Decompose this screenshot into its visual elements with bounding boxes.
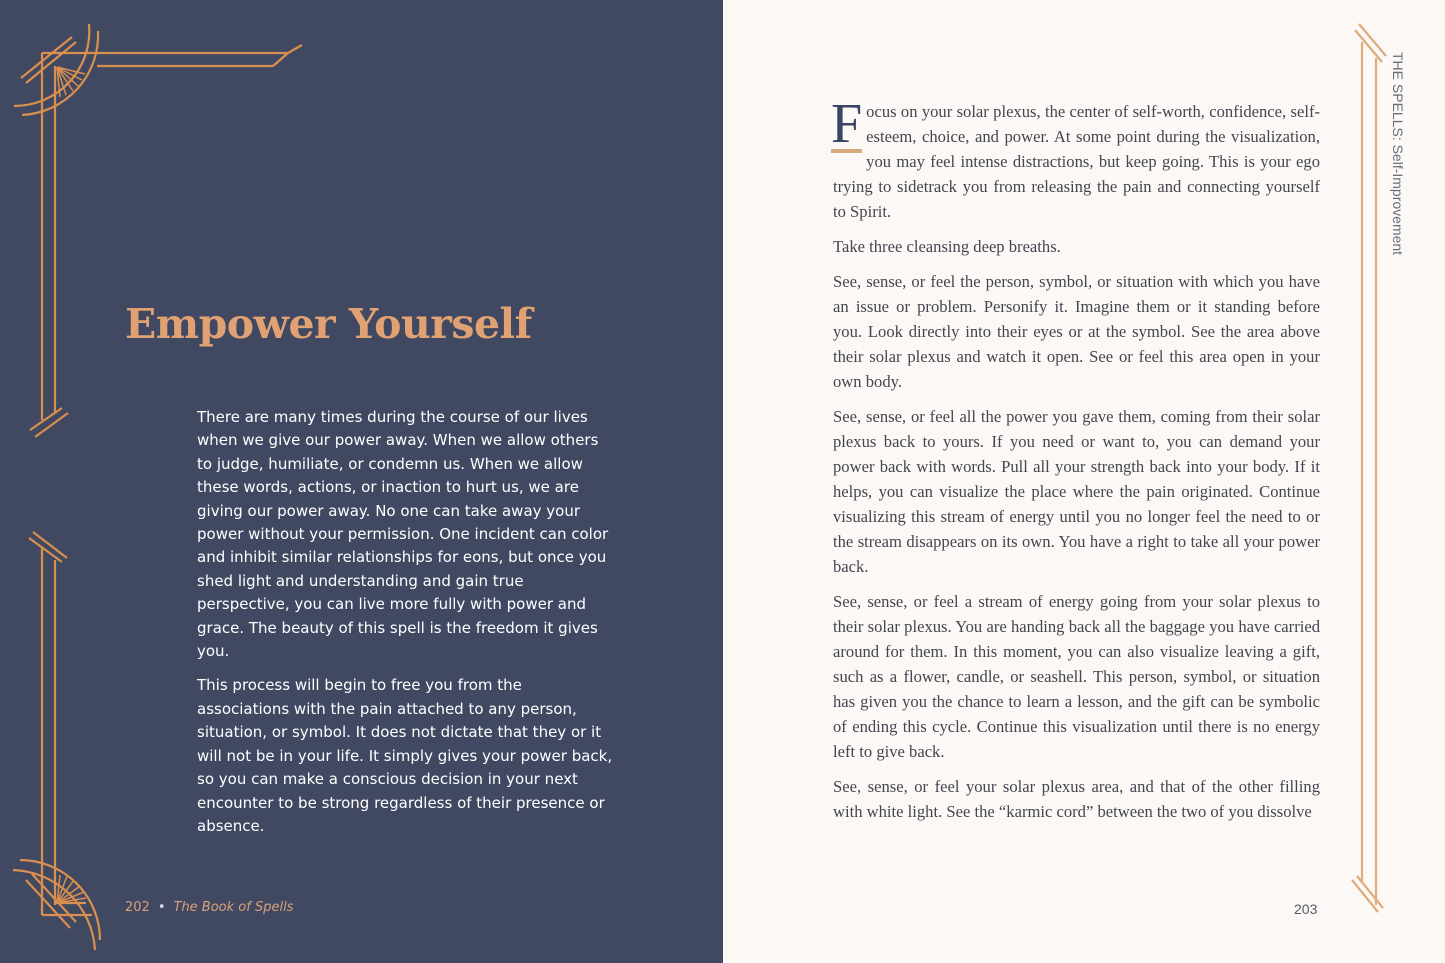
left-folio [125, 900, 293, 915]
body-text [831, 93, 1320, 834]
intro-text [197, 406, 617, 849]
book-title: The Book of Spells [173, 900, 294, 915]
first-paragraph-text: ocus on your solar plexus, the center of self-worth, confidence, self-esteem, choice, and power. At some point during the visualization, you may feel intense distractions, but keep going. This is your ego trying to sidetrack you from releasing the pain and connecting yourself to Spirit. [833, 102, 1320, 221]
intro-paragraph: There are many times during the course of our lives when we give our power away. When we allow others to judge, humiliate, or condemn us. When we allow these words, actions, or inaction to hurt us, we are giving our power away. No one can take away your power without your permission. One incident can color and inhibit similar relationships for eons, but once you shed light and understanding and gain true perspective, you can live more fully with power and grace. The beauty of this spell is the freedom it gives you. [197, 408, 609, 661]
page-title: Empower Yourself [125, 300, 532, 348]
running-head: THE SPELLS: Self-Improvement [1390, 52, 1406, 256]
body-paragraph: See, sense, or feel a stream of energy going from your solar plexus to their solar plexus. You are handing back all the baggage you have carried around for them. In this moment, you can also visualize leaving a gift, such as a flower, candle, or seashell. This person, symbol, or situation has given you the chance to learn a lesson, and the gift can be symbolic of ending this cycle. Continue this visualization until there is no energy left to give back. [833, 592, 1320, 761]
intro-paragraph: This process will begin to free you from the associations with the pain attached to any person, situation, or symbol. It does not dictate that they or it will not be in your life. It simply gives your power back, so you can make a conscious decision in your next encounter to be strong regardless of their presence or absence. [197, 676, 613, 835]
bullet-separator: • [157, 900, 166, 915]
body-paragraph: Take three cleansing deep breaths. [833, 237, 1061, 256]
page-number-right: 203 [1294, 901, 1318, 917]
body-paragraph: See, sense, or feel your solar plexus area, and that of the other filling with white light. See the “karmic cord” between the two of you dissolve [833, 777, 1320, 821]
body-paragraph [831, 93, 1320, 224]
drop-cap: F [831, 93, 863, 155]
body-paragraph: See, sense, or feel all the power you gave them, coming from their solar plexus back to yours. If you need or want to, you can demand your power back with words. Pull all your strength back into your body. If it helps, you can visualize the place where the pain originated. Continue visualizing this stream of energy until you no longer feel the need to or the stream disappears on its own. You have a right to take all your power back. [833, 407, 1320, 576]
body-paragraph: See, sense, or feel the person, symbol, or situation with which you have an issue or problem. Personify it. Imagine them or it standing before you. Look directly into their eyes or at the symbol. See the area above their solar plexus and watch it open. See or feel this area open in your own body. [833, 272, 1320, 391]
page-number: 202 [125, 900, 150, 915]
